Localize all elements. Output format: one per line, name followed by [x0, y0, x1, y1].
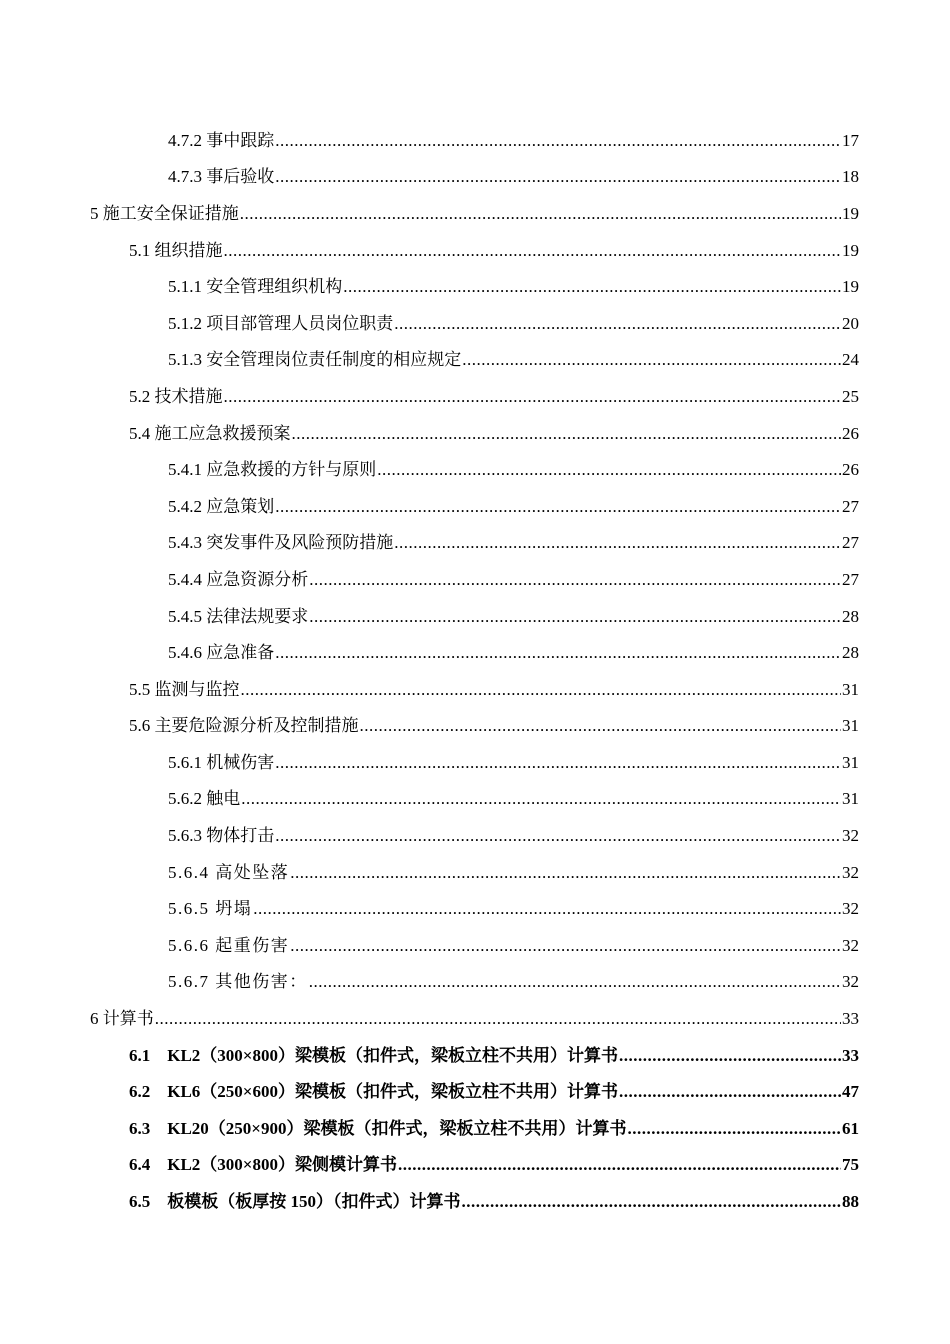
toc-page-number: 47 — [842, 1082, 859, 1102]
toc-page-number: 32 — [842, 899, 859, 919]
toc-entry-title: 5.1 组织措施 — [129, 240, 223, 260]
toc-dot-leader — [309, 607, 841, 627]
toc-page-number: 33 — [842, 1045, 859, 1065]
toc-dot-leader — [224, 387, 842, 407]
toc-entry[interactable] — [0, 157, 950, 194]
toc-page-number: 19 — [842, 203, 859, 223]
toc-entry-row — [129, 1041, 859, 1066]
toc-entry-title: 5.4.6 应急准备 — [168, 643, 275, 663]
toc-entry-title: 5.4.5 法律法规要求 — [168, 606, 309, 626]
toc-entry[interactable] — [0, 779, 950, 816]
toc-page-number: 24 — [842, 350, 859, 370]
toc-dot-leader — [394, 314, 841, 334]
toc-page-number: 31 — [842, 752, 859, 772]
toc-page-number: 32 — [842, 972, 859, 992]
toc-dot-leader — [628, 1119, 842, 1139]
toc-entry-title: 5.6.6 起重伤害 — [168, 935, 290, 955]
toc-dot-leader — [309, 570, 841, 590]
toc-entry-title: 5.4 施工应急救援预案 — [129, 423, 291, 443]
toc-entry-row — [168, 272, 859, 297]
toc-entry-row — [129, 236, 859, 261]
toc-entry[interactable] — [0, 742, 950, 779]
toc-entry-row — [168, 894, 859, 919]
toc-entry-row — [129, 1150, 859, 1175]
toc-dot-leader — [343, 277, 841, 297]
toc-page-number: 31 — [842, 679, 859, 699]
toc-entry-row — [168, 967, 859, 992]
toc-entry-row — [168, 858, 859, 883]
toc-dot-leader — [619, 1046, 841, 1066]
toc-entry[interactable] — [0, 888, 950, 925]
toc-dot-leader — [275, 826, 841, 846]
toc-entry[interactable] — [0, 340, 950, 377]
toc-entry-title: 6 计算书 — [90, 1009, 154, 1029]
toc-page-number: 61 — [842, 1118, 859, 1138]
toc-entry-row — [168, 528, 859, 553]
toc-entry-title: 5.5 监测与监控 — [129, 679, 240, 699]
toc-entry-title: 5.4.2 应急策划 — [168, 496, 275, 516]
toc-entry-title: 5.1.3 安全管理岗位责任制度的相应规定 — [168, 350, 462, 370]
toc-entry-row — [168, 748, 859, 773]
toc-page-number: 28 — [842, 606, 859, 626]
toc-dot-leader — [290, 863, 841, 883]
toc-entry[interactable] — [0, 486, 950, 523]
toc-entry-title: 5.2 技术措施 — [129, 386, 223, 406]
toc-entry-row — [129, 382, 859, 407]
toc-page-number: 26 — [842, 460, 859, 480]
toc-entry[interactable] — [0, 303, 950, 340]
toc-dot-leader — [240, 204, 841, 224]
toc-dot-leader — [398, 1155, 841, 1175]
toc-page-number: 27 — [842, 496, 859, 516]
toc-dot-leader — [360, 716, 842, 736]
toc-entry-row — [129, 419, 859, 444]
toc-entry-row — [168, 565, 859, 590]
toc-dot-leader — [253, 899, 841, 919]
toc-entry-row — [129, 1077, 859, 1102]
toc-entry-title: 6.5 板模板（板厚按 150）（扣件式）计算书 — [129, 1192, 461, 1212]
toc-entry-row — [129, 1114, 859, 1139]
toc-dot-leader — [275, 497, 841, 517]
toc-entry-row — [168, 638, 859, 663]
toc-page-number: 31 — [842, 716, 859, 736]
toc-entry[interactable] — [0, 815, 950, 852]
toc-entry-title: 5.1.1 安全管理组织机构 — [168, 277, 343, 297]
toc-page-number: 33 — [842, 1009, 859, 1029]
toc-page-number: 28 — [842, 643, 859, 663]
toc-page-number: 19 — [842, 240, 859, 260]
toc-entry-row — [168, 345, 859, 370]
toc-entry-title: 6.4 KL2（300×800）梁侧模计算书 — [129, 1155, 397, 1175]
toc-dot-leader — [292, 424, 842, 444]
toc-dot-leader — [462, 350, 841, 370]
toc-dot-leader — [275, 167, 841, 187]
toc-page-number: 17 — [842, 130, 859, 150]
toc-entry[interactable] — [0, 1145, 950, 1182]
toc-dot-leader — [241, 680, 842, 700]
toc-dot-leader — [309, 972, 841, 992]
toc-entry-title: 5.4.1 应急救援的方针与原则 — [168, 460, 377, 480]
toc-entry[interactable] — [0, 669, 950, 706]
toc-entry-title: 5.1.2 项目部管理人员岗位职责 — [168, 313, 394, 333]
toc-page-number: 18 — [842, 167, 859, 187]
toc-entry-row — [168, 162, 859, 187]
toc-entry[interactable] — [0, 449, 950, 486]
toc-entry-row — [168, 126, 859, 151]
toc-dot-leader — [462, 1192, 842, 1212]
toc-page-number: 27 — [842, 569, 859, 589]
toc-entry[interactable] — [0, 962, 950, 999]
toc-entry[interactable] — [0, 559, 950, 596]
toc-dot-leader — [394, 533, 841, 553]
toc-entry-row — [168, 784, 859, 809]
toc-dot-leader — [155, 1009, 841, 1029]
toc-page-number: 27 — [842, 533, 859, 553]
toc-entry-row — [90, 1004, 859, 1029]
toc-entry-row — [90, 199, 859, 224]
toc-dot-leader — [275, 643, 841, 663]
toc-entry[interactable] — [0, 998, 950, 1035]
toc-entry-title: 5.6.1 机械伤害 — [168, 752, 275, 772]
toc-entry[interactable] — [0, 376, 950, 413]
toc-page-number: 32 — [842, 826, 859, 846]
toc-page-number: 88 — [842, 1192, 859, 1212]
toc-entry[interactable] — [0, 120, 950, 157]
toc-entry-row — [168, 309, 859, 334]
toc-dot-leader — [290, 936, 841, 956]
toc-entry-row — [168, 455, 859, 480]
toc-entry[interactable] — [0, 632, 950, 669]
toc-dot-leader — [619, 1082, 841, 1102]
toc-page-number: 20 — [842, 313, 859, 333]
toc-entry[interactable] — [0, 706, 950, 743]
toc-page-number: 31 — [842, 789, 859, 809]
toc-entry[interactable] — [0, 925, 950, 962]
toc-entry[interactable] — [0, 193, 950, 230]
toc-page-number: 19 — [842, 277, 859, 297]
toc-entry[interactable] — [0, 852, 950, 889]
toc-dot-leader — [241, 789, 841, 809]
toc-dot-leader — [224, 241, 842, 261]
toc-entry[interactable] — [0, 1035, 950, 1072]
toc-entry-title: 5 施工安全保证措施 — [90, 203, 239, 223]
toc-entry-row — [168, 931, 859, 956]
toc-entry-row — [168, 492, 859, 517]
toc-entry-title: 5.6.7 其他伤害： — [168, 972, 308, 992]
toc-entry[interactable] — [0, 1071, 950, 1108]
toc-entry[interactable] — [0, 523, 950, 560]
toc-entry[interactable] — [0, 1181, 950, 1218]
toc-entry[interactable] — [0, 230, 950, 267]
toc-entry-row — [168, 821, 859, 846]
toc-entry-row — [168, 602, 859, 627]
toc-entry-row — [129, 675, 859, 700]
toc-page-number: 32 — [842, 935, 859, 955]
toc-entry-title: 4.7.2 事中跟踪 — [168, 130, 275, 150]
toc-entry-title: 5.6.4 高处坠落 — [168, 862, 290, 882]
toc-dot-leader — [377, 460, 841, 480]
toc-entry-title: 5.6 主要危险源分析及控制措施 — [129, 716, 359, 736]
toc-dot-leader — [275, 753, 841, 773]
toc-entry-title: 5.4.3 突发事件及风险预防措施 — [168, 533, 394, 553]
toc-entry-title: 6.1 KL2（300×800）梁模板（扣件式，梁板立柱不共用）计算书 — [129, 1045, 618, 1065]
toc-entry-row — [129, 711, 859, 736]
toc-entry-title: 5.6.2 触电 — [168, 789, 241, 809]
toc-entry-row — [129, 1187, 859, 1212]
toc-entry-title: 5.6.3 物体打击 — [168, 826, 275, 846]
toc-entry-title: 4.7.3 事后验收 — [168, 167, 275, 187]
table-of-contents — [0, 120, 950, 1218]
toc-entry-title: 5.6.5 坍塌 — [168, 899, 253, 919]
toc-entry-title: 5.4.4 应急资源分析 — [168, 569, 309, 589]
toc-page-number: 32 — [842, 862, 859, 882]
toc-entry[interactable] — [0, 596, 950, 633]
toc-entry[interactable] — [0, 1108, 950, 1145]
toc-page-number: 25 — [842, 386, 859, 406]
toc-entry[interactable] — [0, 266, 950, 303]
toc-entry-title: 6.2 KL6（250×600）梁模板（扣件式，梁板立柱不共用）计算书 — [129, 1082, 618, 1102]
toc-entry[interactable] — [0, 413, 950, 450]
toc-dot-leader — [275, 131, 841, 151]
toc-entry-title: 6.3 KL20（250×900）梁模板（扣件式，梁板立柱不共用）计算书 — [129, 1118, 627, 1138]
toc-page-number: 26 — [842, 423, 859, 443]
toc-page-number: 75 — [842, 1155, 859, 1175]
